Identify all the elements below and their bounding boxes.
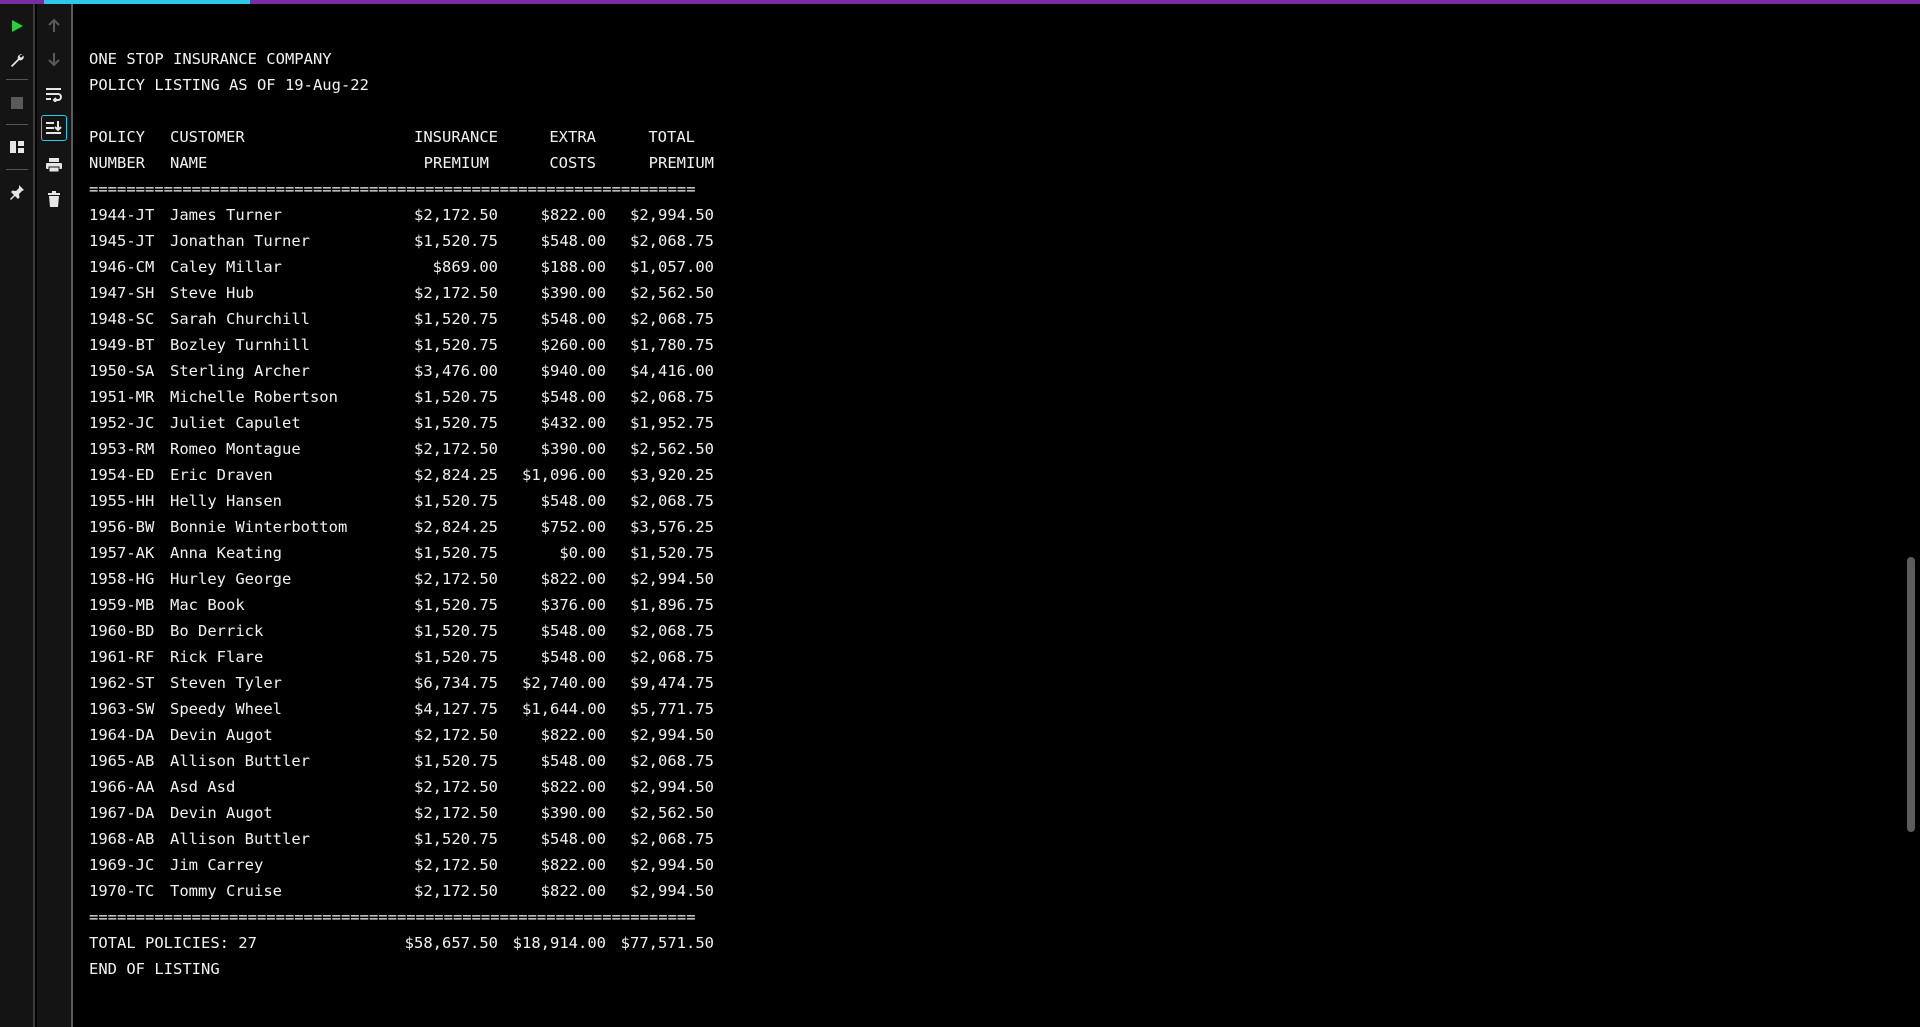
policy-number: 1969-JC [89, 856, 155, 874]
arrow-up-icon [47, 18, 61, 34]
extra-costs: $548.00 [540, 752, 606, 770]
policy-number: 1953-RM [89, 440, 155, 458]
insurance-premium: $2,172.50 [414, 778, 498, 796]
stop-button[interactable] [4, 90, 30, 116]
extra-costs: $390.00 [540, 284, 606, 302]
policy-number: 1947-SH [89, 284, 155, 302]
insurance-premium: $1,520.75 [414, 830, 498, 848]
insurance-premium: $1,520.75 [414, 544, 498, 562]
table-row [89, 644, 714, 670]
customer-name: Mac Book [170, 596, 245, 614]
policy-number: 1956-BW [89, 518, 155, 536]
policy-number: 1952-JC [89, 414, 155, 432]
customer-name: Jim Carrey [170, 856, 264, 874]
extra-costs: $548.00 [540, 492, 606, 510]
extra-costs: $390.00 [540, 440, 606, 458]
table-row [89, 202, 714, 228]
total-premium: $1,952.75 [630, 414, 714, 432]
customer-name: Bozley Turnhill [170, 336, 310, 354]
insurance-premium: $1,520.75 [414, 492, 498, 510]
insurance-premium: $1,520.75 [414, 752, 498, 770]
total-premium: $2,068.75 [630, 492, 714, 510]
extra-costs: $548.00 [540, 622, 606, 640]
customer-name: Speedy Wheel [170, 700, 282, 718]
extra-costs: $822.00 [540, 570, 606, 588]
customer-name: Anna Keating [170, 544, 282, 562]
extra-costs: $1,644.00 [522, 700, 606, 718]
table-row [89, 410, 714, 436]
customer-name: Sterling Archer [170, 362, 310, 380]
report-subtitle: POLICY LISTING AS OF 19-Aug-22 [89, 76, 369, 94]
customer-name: Rick Flare [170, 648, 264, 666]
total-premium: $1,520.75 [630, 544, 714, 562]
total-premium: $2,994.50 [630, 726, 714, 744]
customer-name: Jonathan Turner [170, 232, 310, 250]
customer-name: Devin Augot [170, 804, 273, 822]
extra-costs: $548.00 [540, 830, 606, 848]
table-row [89, 540, 714, 566]
total-premium: $2,562.50 [630, 440, 714, 458]
table-row [89, 462, 714, 488]
extra-costs: $822.00 [540, 726, 606, 744]
extra-costs: $376.00 [540, 596, 606, 614]
next-button[interactable] [41, 46, 67, 72]
total-premium: $5,771.75 [630, 700, 714, 718]
total-premium: $2,068.75 [630, 622, 714, 640]
wrench-icon [9, 52, 25, 68]
policy-number: 1957-AK [89, 544, 155, 562]
policy-table [89, 202, 714, 904]
policy-number: 1959-MB [89, 596, 155, 614]
total-premium: $2,068.75 [630, 648, 714, 666]
policy-number: 1954-ED [89, 466, 155, 484]
policy-number: 1970-TC [89, 882, 155, 900]
total-premium: $2,562.50 [630, 804, 714, 822]
extra-costs: $822.00 [540, 206, 606, 224]
insurance-premium: $2,824.25 [414, 466, 498, 484]
console-output [89, 46, 714, 982]
extra-costs: $548.00 [540, 648, 606, 666]
total-premium: $2,994.50 [630, 882, 714, 900]
policy-number: 1965-AB [89, 752, 155, 770]
report-title: ONE STOP INSURANCE COMPANY [89, 50, 332, 68]
table-row [89, 852, 714, 878]
arrow-down-icon [47, 51, 61, 67]
toolbar-separator [6, 79, 28, 80]
print-icon [45, 157, 63, 173]
policy-number: 1945-JT [89, 232, 155, 250]
customer-name: Juliet Capulet [170, 414, 301, 432]
extra-costs: $752.00 [540, 518, 606, 536]
end-line: END OF LISTING [89, 960, 220, 978]
total-premium: $9,474.75 [630, 674, 714, 692]
insurance-premium: $1,520.75 [414, 336, 498, 354]
customer-name: Steven Tyler [170, 674, 282, 692]
vertical-scrollbar[interactable] [1906, 4, 1918, 1027]
total-premium: $3,920.25 [630, 466, 714, 484]
insurance-premium: $2,172.50 [414, 882, 498, 900]
insurance-premium: $3,476.00 [414, 362, 498, 380]
run-toolbar [0, 4, 35, 1027]
total-premium: $2,068.75 [630, 310, 714, 328]
insurance-premium: $1,520.75 [414, 414, 498, 432]
insurance-premium: $869.00 [432, 258, 498, 276]
progress-bar [44, 0, 250, 4]
insurance-premium: $2,172.50 [414, 206, 498, 224]
customer-name: Helly Hansen [170, 492, 282, 510]
policy-number: 1949-BT [89, 336, 155, 354]
total-premium: $1,780.75 [630, 336, 714, 354]
toolbar-separator [6, 124, 28, 125]
extra-costs: $390.00 [540, 804, 606, 822]
total-premium: $1,896.75 [630, 596, 714, 614]
table-row [89, 306, 714, 332]
customer-name: Romeo Montague [170, 440, 301, 458]
policy-number: 1944-JT [89, 206, 155, 224]
table-row [89, 878, 714, 904]
insurance-premium: $2,172.50 [414, 726, 498, 744]
total-premium: $4,416.00 [630, 362, 714, 380]
policy-number: 1950-SA [89, 362, 155, 380]
layout-button[interactable] [4, 134, 30, 160]
customer-name: Sarah Churchill [170, 310, 310, 328]
table-row [89, 826, 714, 852]
print-button[interactable] [41, 152, 67, 178]
customer-name: Hurley George [170, 570, 292, 588]
table-row [89, 514, 714, 540]
insurance-premium: $6,734.75 [414, 674, 498, 692]
layout-icon [9, 139, 25, 155]
table-row [89, 670, 714, 696]
stop-icon [10, 96, 24, 110]
extra-costs: $260.00 [540, 336, 606, 354]
table-row [89, 280, 714, 306]
insurance-premium: $1,520.75 [414, 310, 498, 328]
policy-number: 1962-ST [89, 674, 155, 692]
console-toolbar [37, 4, 73, 1027]
table-row [89, 592, 714, 618]
header-row: NUMBER NAME PREMIUM COSTS PREMIUM [89, 154, 714, 172]
customer-name: Devin Augot [170, 726, 273, 744]
header-row: POLICY CUSTOMER INSURANCE EXTRA TOTAL [89, 128, 695, 146]
toolbar-separator [6, 169, 28, 170]
policy-number: 1964-DA [89, 726, 155, 744]
insurance-premium: $2,824.25 [414, 518, 498, 536]
customer-name: Bonnie Winterbottom [170, 518, 348, 536]
policy-number: 1948-SC [89, 310, 155, 328]
policy-number: 1951-MR [89, 388, 155, 406]
customer-name: Eric Draven [170, 466, 273, 484]
insurance-premium: $2,172.50 [414, 284, 498, 302]
table-row [89, 800, 714, 826]
table-row [89, 696, 714, 722]
extra-costs: $822.00 [540, 778, 606, 796]
extra-costs: $548.00 [540, 388, 606, 406]
table-row [89, 488, 714, 514]
table-row [89, 358, 714, 384]
pin-icon [9, 184, 25, 200]
clear-button[interactable] [41, 186, 67, 212]
policy-number: 1967-DA [89, 804, 155, 822]
extra-costs: $822.00 [540, 856, 606, 874]
policy-number: 1958-HG [89, 570, 155, 588]
table-row [89, 566, 714, 592]
insurance-premium: $2,172.50 [414, 804, 498, 822]
soft-wrap-button[interactable] [41, 81, 67, 107]
policy-number: 1968-AB [89, 830, 155, 848]
customer-name: Allison Buttler [170, 830, 310, 848]
extra-costs: $548.00 [540, 310, 606, 328]
scroll-to-end-icon [45, 120, 63, 136]
extra-costs: $2,740.00 [522, 674, 606, 692]
insurance-premium: $1,520.75 [414, 232, 498, 250]
customer-name: Asd Asd [170, 778, 236, 796]
insurance-premium: $4,127.75 [414, 700, 498, 718]
customer-name: Michelle Robertson [170, 388, 338, 406]
extra-costs: $0.00 [559, 544, 606, 562]
total-premium: $2,994.50 [630, 856, 714, 874]
extra-costs: $1,096.00 [522, 466, 606, 484]
separator-line: ================================================================= [89, 908, 696, 926]
policy-number: 1960-BD [89, 622, 155, 640]
blank-line [89, 98, 714, 124]
insurance-premium: $2,172.50 [414, 440, 498, 458]
table-row [89, 436, 714, 462]
policy-number: 1955-HH [89, 492, 155, 510]
policy-number: 1946-CM [89, 258, 155, 276]
separator-line: ================================================================= [89, 180, 696, 198]
run-icon [9, 18, 25, 34]
total-premium: $2,068.75 [630, 232, 714, 250]
customer-name: Allison Buttler [170, 752, 310, 770]
table-row [89, 254, 714, 280]
customer-name: Steve Hub [170, 284, 254, 302]
wrap-icon [45, 86, 63, 102]
insurance-premium: $1,520.75 [414, 648, 498, 666]
total-premium: $2,562.50 [630, 284, 714, 302]
policy-number: 1963-SW [89, 700, 155, 718]
table-row [89, 774, 714, 800]
extra-costs: $548.00 [540, 232, 606, 250]
extra-costs: $940.00 [540, 362, 606, 380]
total-premium: $2,068.75 [630, 388, 714, 406]
table-row [89, 722, 714, 748]
totals-row: TOTAL POLICIES: 27 $58,657.50 $18,914.00 $77,571.50 [89, 934, 714, 952]
table-row [89, 618, 714, 644]
extra-costs: $188.00 [540, 258, 606, 276]
build-button[interactable] [4, 47, 30, 73]
customer-name: James Turner [170, 206, 282, 224]
insurance-premium: $1,520.75 [414, 596, 498, 614]
policy-number: 1966-AA [89, 778, 155, 796]
total-premium: $1,057.00 [630, 258, 714, 276]
trash-icon [47, 191, 61, 207]
insurance-premium: $2,172.50 [414, 570, 498, 588]
table-row [89, 228, 714, 254]
table-row [89, 748, 714, 774]
scrollbar-thumb[interactable] [1907, 557, 1915, 832]
total-premium: $2,068.75 [630, 830, 714, 848]
policy-number: 1961-RF [89, 648, 155, 666]
customer-name: Tommy Cruise [170, 882, 282, 900]
run-button[interactable] [4, 13, 30, 39]
insurance-premium: $1,520.75 [414, 622, 498, 640]
customer-name: Bo Derrick [170, 622, 264, 640]
table-row [89, 332, 714, 358]
previous-button[interactable] [41, 13, 67, 39]
total-premium: $2,994.50 [630, 778, 714, 796]
title-bar [0, 0, 1920, 4]
extra-costs: $432.00 [540, 414, 606, 432]
pin-button[interactable] [4, 179, 30, 205]
total-premium: $2,068.75 [630, 752, 714, 770]
insurance-premium: $2,172.50 [414, 856, 498, 874]
table-row [89, 384, 714, 410]
total-premium: $3,576.25 [630, 518, 714, 536]
total-premium: $2,994.50 [630, 570, 714, 588]
total-premium: $2,994.50 [630, 206, 714, 224]
customer-name: Caley Millar [170, 258, 282, 276]
extra-costs: $822.00 [540, 882, 606, 900]
insurance-premium: $1,520.75 [414, 388, 498, 406]
scroll-to-end-button[interactable] [41, 115, 67, 141]
